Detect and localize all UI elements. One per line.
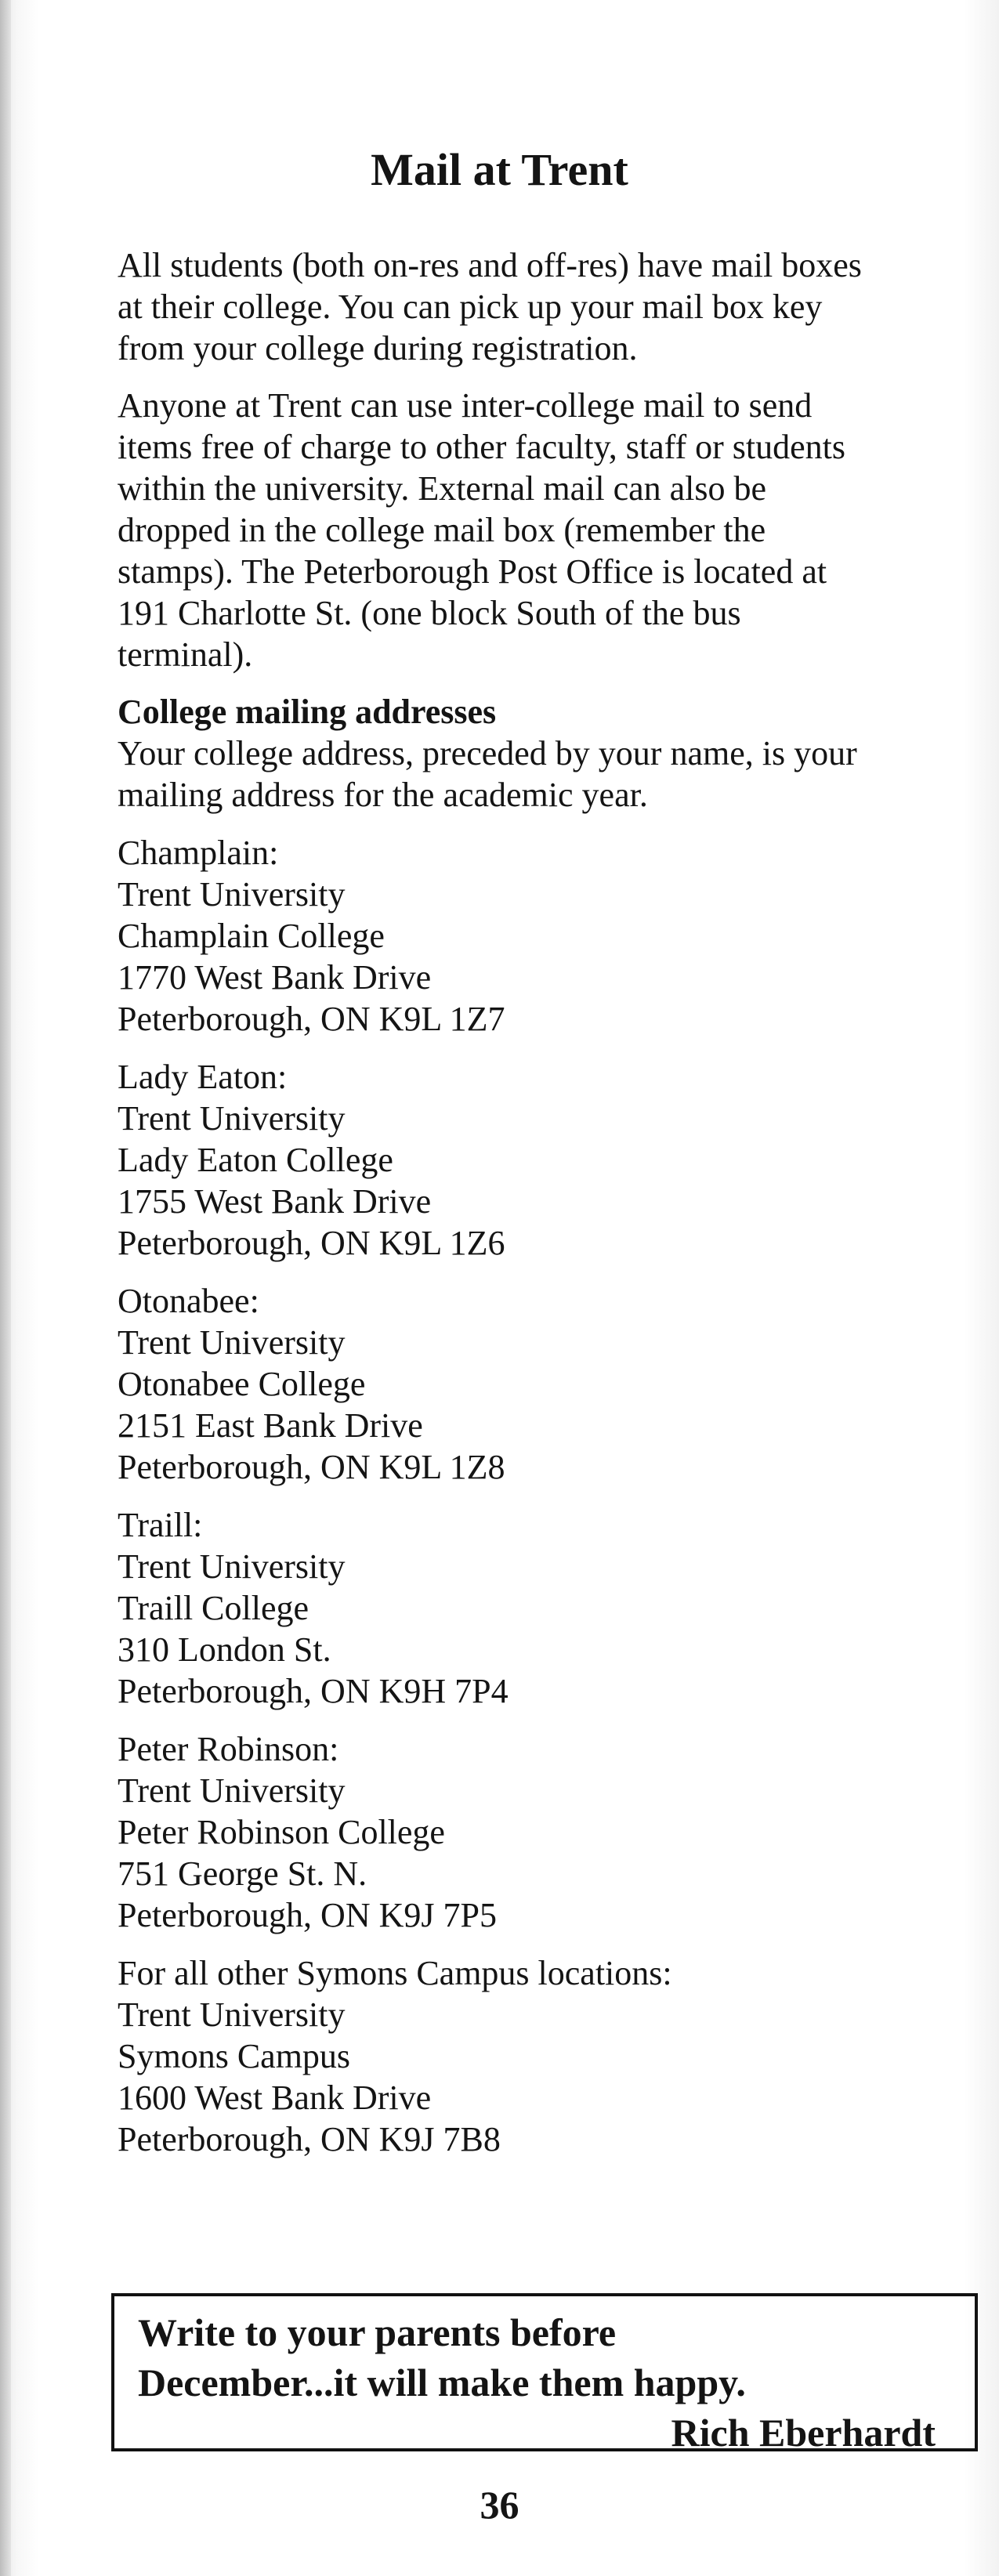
address-line: 2151 East Bank Drive <box>118 1406 423 1445</box>
address-line: Champlain College <box>118 917 385 955</box>
address-label: For all other Symons Campus locations: <box>118 1954 672 1992</box>
address-peter-robinson <box>118 1728 987 1936</box>
address-line: Trent University <box>118 1995 346 2034</box>
address-line: Trent University <box>118 1099 346 1138</box>
address-line: 310 London St. <box>118 1630 331 1669</box>
text-line: mailing address for the academic year. <box>118 776 648 814</box>
quote-author: Rich Eberhardt <box>671 2411 936 2455</box>
address-label: Lady Eaton: <box>118 1058 288 1096</box>
intro-paragraph-2 <box>118 385 987 675</box>
address-line: Peterborough, ON K9J 7P5 <box>118 1896 497 1934</box>
address-line: Peterborough, ON K9L 1Z7 <box>118 1000 505 1038</box>
text-line: Your college address, preceded by your name, is your <box>118 734 857 772</box>
address-label: Otonabee: <box>118 1282 259 1320</box>
page-number: 36 <box>480 2483 519 2527</box>
address-traill <box>118 1504 987 1712</box>
address-line: Peter Robinson College <box>118 1813 445 1851</box>
section-heading: College mailing addresses <box>118 693 497 731</box>
quote-line: December...it will make them happy. <box>138 2361 746 2404</box>
text-line: at their college. You can pick up your mail box key <box>118 288 823 326</box>
address-line: Otonabee College <box>118 1365 366 1403</box>
page-title: Mail at Trent <box>371 144 628 195</box>
address-symons-campus <box>118 1952 987 2160</box>
address-label: Champlain: <box>118 834 279 872</box>
address-line: 751 George St. N. <box>118 1854 367 1893</box>
address-line: Peterborough, ON K9L 1Z8 <box>118 1448 505 1486</box>
address-line: Symons Campus <box>118 2037 351 2075</box>
text-line: terminal). <box>118 635 253 674</box>
page-binding-edge <box>0 0 11 2576</box>
address-line: Trent University <box>118 1547 346 1586</box>
text-line: 191 Charlotte St. (one block South of the bus <box>118 594 741 632</box>
address-line: 1755 West Bank Drive <box>118 1182 432 1221</box>
address-lady-eaton <box>118 1056 987 1264</box>
address-line: Lady Eaton College <box>118 1141 393 1179</box>
address-otonabee <box>118 1280 987 1488</box>
address-line: Peterborough, ON K9L 1Z6 <box>118 1224 505 1262</box>
address-line: 1600 West Bank Drive <box>118 2079 432 2117</box>
address-line: Trent University <box>118 1323 346 1362</box>
text-line: within the university. External mail can also be <box>118 469 767 508</box>
mailing-intro <box>118 733 987 816</box>
main-content <box>118 244 987 2160</box>
quote-box <box>111 2293 978 2455</box>
address-line: Trent University <box>118 875 346 914</box>
intro-paragraph-1 <box>118 244 987 369</box>
quote-line: Write to your parents before <box>138 2310 617 2354</box>
address-champlain <box>118 832 987 1040</box>
text-line: Anyone at Trent can use inter-college mail to send <box>118 386 813 425</box>
address-line: Traill College <box>118 1589 309 1627</box>
text-line: All students (both on-res and off-res) have mail boxes <box>118 246 862 284</box>
address-line: Peterborough, ON K9H 7P4 <box>118 1672 509 1710</box>
address-label: Peter Robinson: <box>118 1730 339 1768</box>
address-line: Peterborough, ON K9J 7B8 <box>118 2120 501 2158</box>
text-line: items free of charge to other faculty, staff or students <box>118 428 845 466</box>
address-label: Traill: <box>118 1506 203 1544</box>
address-line: Trent University <box>118 1771 346 1810</box>
text-line: from your college during registration. <box>118 329 638 367</box>
address-line: 1770 West Bank Drive <box>118 958 432 997</box>
text-line: dropped in the college mail box (remember the <box>118 511 766 549</box>
text-line: stamps). The Peterborough Post Office is located at <box>118 552 827 591</box>
